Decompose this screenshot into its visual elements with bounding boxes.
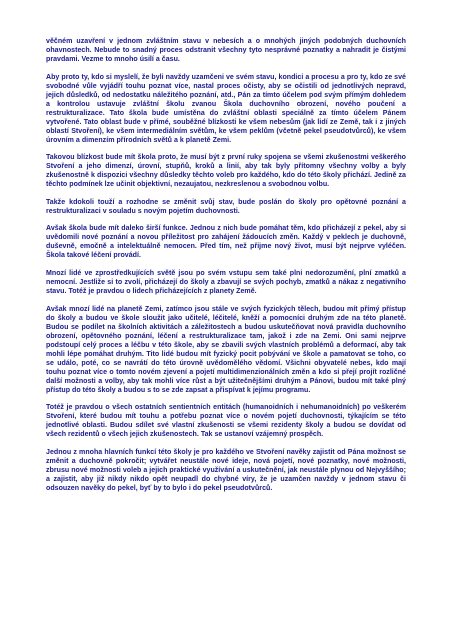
paragraph: Takže kdokoli touží a rozhodne se změnit svůj stav, bude poslán do školy pro opětovné poznání a restrukturalizaci v souladu s novým pojetím duchovnosti. <box>46 198 406 215</box>
paragraph: Avšak mnozí lidé na planetě Zemi, zatímco jsou stále ve svých fyzických tělech, budou mít přímý přístup do školy a budou ve škole sloužit jako učitelé, léčitelé, kněží a pomocníci druhým zde na této planetě. Budou se podílet na školních aktivitách a záležitostech a budou uskutečňovat nová pravidla duchovního obrození, opětovného poznání, léčení a restrukturalizace tam, jakož i zde na Zemi. Oni sami nejprve podstoupí celý proces a léčbu v této škole, aby se zbavili svých vlastních problémů a deformací, aby tak mohli lépe pomáhat druhým. Tito lidé budou mít fyzický pocit pobývání ve škole a pamatovat se toho, co se událo, poté, co se navrátí do této úrovně uvědomělého vědomí. Všichni obyvatelé nebes, kdo mají touhu poznat více o tomto novém zjevení a pojetí multidimenzionálních změn a kdo si přejí projít rozličné další možnosti a volby, aby tak mohli více růst a být užitečnějšími druhým a Pánovi, budou mít také plný přístup do této školy a budou s to se zde zapsat a přispívat k jejímu programu. <box>46 305 406 394</box>
paragraph: Takovou blízkost bude mít škola proto, že musí být z první ruky spojena se všemi zkušenostmi veškerého Stvoření a jeho dimenzí, úrovní, stupňů, kroků a linií, aby tak byly přítomny všechny volby a byly zkušenostně k dispozici všechny důsledky těchto voleb pro každého, kdo do této školy přichází. Jedině za těchto podmínek lze učinit objektivní, nezaujatou, nezkreslenou a svobodnou volbu. <box>46 154 406 189</box>
paragraph: Avšak škola bude mít daleko širší funkce. Jednou z nich bude pomáhat těm, kdo přicházejí z pekel, aby si uvědomili nové poznání a novou příležitost pro zahájení žádoucích změn. Každý v peklech je duchovně, duševně, emočně a intelektuálně nemocen. Před tím, než přijme nový život, musí být nejprve vyléčen. Škola takové léčení provádí. <box>46 225 406 260</box>
paragraph: Mnozí lidé ve zprostředkujících světě jsou po svém vstupu sem také plni nedorozumění, plní zmatků a nemocní. Jestliže si to zvolí, přicházejí do školy a zbavují se svých pochyb, zmatků a nákaz z negativního stavu. Totéž je pravdou o lidech přicházejících z planety Země. <box>46 269 406 295</box>
paragraph: věčném uzavření v jednom zvláštním stavu v nebesích a o mnohých jiných podobných duchovních ohavnostech. Nebude to snadný proces odstranit všechny tyto nesprávné poznatky a nahradit je čistými pravdami. Vezme to mnoho úsilí a času. <box>46 38 406 63</box>
paragraph: Aby proto ty, kdo si myslelí, že byli navždy uzamčeni ve svém stavu, kondici a procesu a pro ty, kdo ze své svobodné vůle vyjádří touhu poznat více, nastal proces očisty, aby se očistili od jednotlivých nepravd, jejich důsledků, od nedostatku náležitého poznání, atd., Pán za tímto účelem pod svým přímým dohledem a kontrolou ustavuje zvláštní školu zvanou Škola duchovního obrození, nového poučení a restrukturalizace. Tato škola bude umístěna do zvláštní oblasti speciálně za tímto účelem Pánem vytvořené. Tato oblast bude v přímé, souběžné blízkosti ke všem nebesům (jak lidí ze Země, tak i z jiných oblastí Stvoření), ke všem intermediálním světům, ke všem peklům (včetně pekel pseudotvůrců), ke všem úrovním a dimenzím přírodních světů a k planetě Zemi. <box>46 73 406 144</box>
paragraph: Jednou z mnoha hlavních funkcí této školy je pro každého ve Stvoření navěky zajistit od Pána možnost se změnit a duchovně pokročit; vytvářet neustále nové ideje, nová pojetí, nové poznatky, nové možnosti, zbrusu nové možnosti voleb a jejich praktické využívání a uskutečnění, jak neustále plynou od Nejvyššího; a zajistit, aby již nikdy nikdo opět neupadl do chybné víry, že je uzamčen navždy v jednom stavu či odsouzen navěky do pekel, byť by to bylo i do pekel pseudotvůrců. <box>46 448 406 492</box>
paragraph: Totéž je pravdou o všech ostatních sentientních entitách (humanoidních i nehumanoidních) po veškerém Stvoření, které budou mít touhu a potřebu poznat více o novém pojetí duchovnosti, týkajícím se této jednotlivé oblasti. Budou sdílet své vlastní zkušenosti se všemi rezidenty školy a budou se dovídat od všech rezidentů o všech jejich zkušenostech. Tak se ustanoví vzájemný prospěch. <box>46 404 406 439</box>
